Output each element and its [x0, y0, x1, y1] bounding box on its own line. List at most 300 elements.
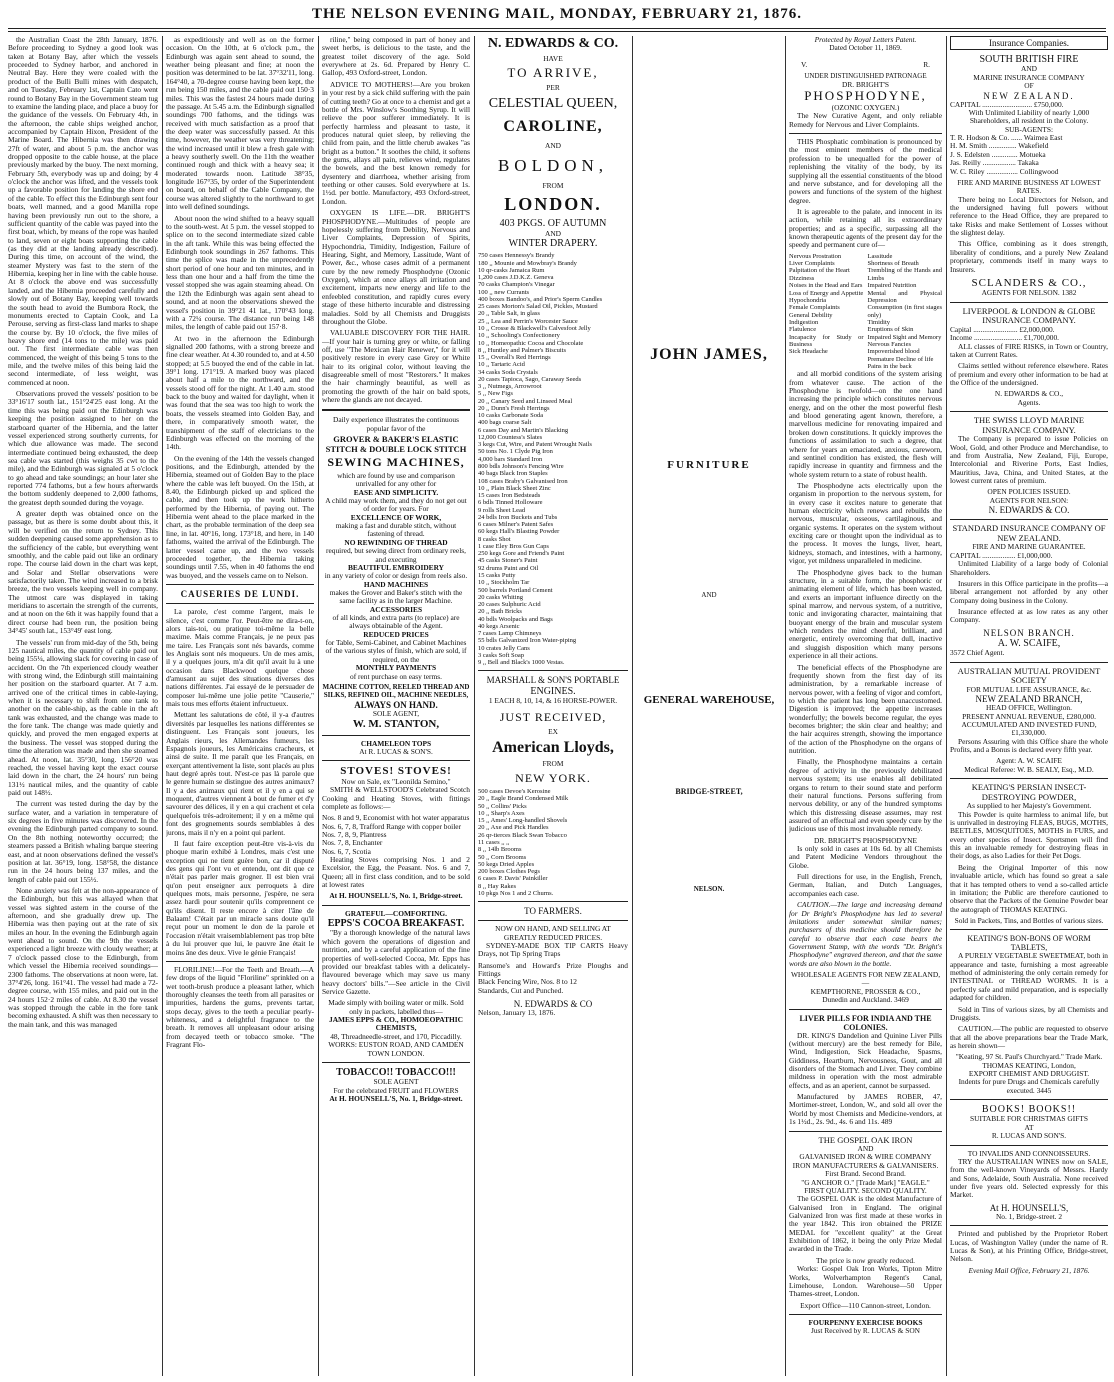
tobacco-sub: For the celebrated FRUIT and FLOWERS	[333, 1085, 459, 1095]
phos-p9: Full directions for use, in the English, French, German, Italian, and Dutch Languages, accompanies each case.	[789, 872, 942, 898]
divider	[950, 1099, 1108, 1100]
dunedin: Dunedin and Auckland. 3469	[822, 995, 909, 1005]
ease-text: A child may work them, and they do not get out of order for years. For	[325, 495, 467, 514]
lpool-capital: Capital ........................ £2,000,000.	[950, 324, 1055, 334]
list-item: Shortness of Breath	[867, 260, 919, 268]
causeries-paragraph: Mettant les salutations de côté, il y-a d'autres diversités par lesquelles les nations différentes se distinguent. Les Français sont joueurs, les Anglais rieurs, les Allemandes fumeurs, les Espagnols joueurs, les Américains cracheurs, et ainsi de suite. Il me paraît que les Français, en exerçant attentivement la liste, sont placés au plus haut degré après tout. N'est-ce pas là parole que le genre humain se distingue des autres animaux? Il y a des animaux qui rient et il y en a qui se moquent, d'autres viennent à bout de fumer et d'y savourer des délices, il y en a qui crachent et cela quelquefois très-adroitement; il y en a même qui font des grognements sourds semblables à des jurons, mais il n'y en a point qui parlent.	[166, 710, 314, 837]
list-item: 26 qr-tierces Black Swan Tobacco	[478, 831, 567, 839]
list-item: T. R. Hodson & Co. ...... Waimea East	[950, 134, 1063, 143]
have: HAVE	[543, 53, 563, 63]
list-item: Palpitation of the Heart	[789, 267, 850, 275]
column-divider	[474, 36, 475, 1376]
swiss-sign: N. EDWARDS & CO.	[988, 505, 1070, 516]
list-item: Hypochondria	[789, 296, 827, 304]
list-item: 20 ,, Bath Bricks	[478, 608, 522, 616]
nelson-branch: NELSON BRANCH.	[983, 627, 1075, 638]
sclanders-agents: AGENTS FOR NELSON. 1382	[981, 288, 1077, 298]
furniture: FURNITURE	[667, 459, 751, 472]
always-on-hand: ALWAYS ON HAND.	[354, 699, 438, 710]
list-item: 250 kegs Gore and Friend's Paint	[478, 550, 565, 558]
list-item: 10 ,, Tartaric Acid	[478, 361, 525, 369]
south-british: SOUTH BRITISH FIRE	[979, 54, 1079, 66]
divider	[322, 760, 470, 761]
list-item: 50 ,, Collins' Picks	[478, 802, 527, 810]
rewinding-text: required, but sewing direct from ordinary reels, and executing	[326, 546, 466, 564]
list-item: 500 barrels Portland Cement	[478, 586, 553, 594]
tobacco: TOBACCO!! TOBACCO!!!	[336, 1066, 456, 1078]
hounsell: At H. HOUNSELL'S, No. 1, Bridge-street.	[329, 891, 463, 901]
list-item: 92 drums Paint and Oil	[478, 564, 539, 572]
list-item: 7 cases Lamp Chimneys	[478, 630, 542, 638]
std-fire: FIRE AND MARINE GUARANTEE.	[972, 542, 1086, 552]
export-office: Export Office—110 Cannon-street, London.	[800, 1300, 931, 1310]
and: AND	[544, 141, 561, 151]
divider	[950, 519, 1108, 520]
divider	[478, 670, 628, 671]
list-item: 10 pkgs Nos 1 and 2 Churns.	[478, 889, 554, 897]
worm-caution: CAUTION.—The public are requested to observe that all the above preparations bear the Trade Mark, as herein shown—	[950, 1024, 1108, 1050]
grover-title: GROVER & BAKER'S ELASTIC STITCH & DOUBLE LOCK STITCH	[325, 434, 467, 454]
and: AND	[701, 590, 717, 599]
divider	[950, 1145, 1108, 1146]
crest-r: R.	[923, 59, 930, 69]
caution: CAUTION.—The large and increasing demand for Dr Bright's Phosphodyne has led to several imitations under somewhat similar names; purchasers of this medicine should therefore be careful to observe that each case bears the Government Stamp, with the words "Dr. Bright's Phosphodyne" engraved thereon, and that the same words are also blown in the bottle.	[789, 900, 942, 968]
oxygen-ad: OXYGEN IS LIFE.—DR. BRIGHT'S PHOSPHODYNE.—Multitudes of people are hopelessly suffering from Debility, Nervous and Liver Complaints, Depression of Spirits, Hypochondria, Timidity, Indigestion, Failure of Hearing, Sight, and Memory, Lassitude, Want of Power, &c., whose cases admit of a permanent cure by the new remedy Phosphodyne (Ozonic Oxygen), which at once allays all irritation and excitement, imparts new energy and life to the enfeebled constitution, and rapidly cures every stage of these hitherto incurable and distressing maladies. Sold by all Chemists and Druggists throughout the Globe.	[322, 208, 470, 326]
keating-sub: As supplied to her Majesty's Government.	[966, 801, 1092, 811]
tobacco-sole: SOLE AGENT	[373, 1077, 419, 1087]
list-item: 40 bags Black Iron Staples	[478, 470, 548, 478]
engines: ENGINES.	[530, 685, 576, 697]
swiss-lloyd: THE SWISS LLOYD MARINE INSURANCE COMPANY.	[973, 415, 1085, 435]
column-4	[478, 36, 628, 1376]
list-item: 25 cases Morton's Salad Oil, Pickles, Mustard	[478, 303, 598, 311]
article-paragraph: None anxiety was felt at the non-appearance of the Edinburgh, but this was allayed when that vessel was sighted astern in the course of the afternoon, and she gradually drew up. The Hibernia was then paying out at the rate of six miles an hour. In the evening the Edinburgh again went ahead to sound. On the 9th the vessels experienced a light breeze with cloudy weather; at 7 o'clock passed close to the Edinburgh, from which vessel the Hibernia received soundings—2300 fathoms. The observations at noon were, lat. 37°4'26, long. 161°41. The vessel had made a 72-degree course, with 155 miles, and paid out in the 24 hours 152·2 miles of cable. At 8.30 the vessel was stopped through the cable in the fore tank becoming exhausted. A shift was then necessary to the main tank, and this was managed	[8, 885, 158, 1029]
floriline-ad: FLORILINE!—For the Teeth and Breath.—A few drops of the liquid "Floriline" sprinkled on a wet tooth-brush produce a pleasant lather, which thoroughly cleanses the teeth from all parasites or impurities, hardens the gums, prevents tartar, stops decay, gives to the teeth a peculiar pearly-whiteness, and a delightful fragrance to the breath. It removes all unpleasant odour arising from decayed teeth or tobacco smoke. "The Fragrant Flo-	[166, 964, 314, 1050]
amp-agent: Agent: A. W. SCAIFE	[996, 756, 1062, 766]
sb-and: AND	[1020, 64, 1037, 74]
list-item: Nervous Fancies	[867, 340, 912, 348]
list-item: Nos. 8 and 9, Economist with hot water apparatus	[322, 814, 470, 823]
amp: AUSTRALIAN MUTUAL PROVIDENT SOCIETY	[957, 665, 1101, 686]
divider	[166, 584, 314, 585]
divider	[950, 411, 1108, 412]
article-paragraph: About noon the wind shifted to a heavy squall to the south-west. At 5 p.m. the vessel stopped to splice on to the second intermediate sized cable in the aft tank. While this was being effected the Edinburgh took soundings in 267 fathoms. This time the splice was made in the unprecedently short period of one hour and ten minutes, and in less than one hour and a half from the time the vessel stopped she was again steaming ahead. On the 12th the Edinburgh was again sent ahead to sound, and at noon the observations shewed the vessel's position in 39°21 41 lat., 170°43 long. with a 72¼ course. The distance run being 148 miles, the length of cable paid out 157·8.	[166, 213, 314, 332]
column-2	[166, 36, 314, 1376]
column-divider	[632, 36, 633, 1376]
keating-sign-2: EXPORT CHEMIST AND DRUGGIST.	[968, 1069, 1090, 1079]
list-item: Impoverished blood	[867, 348, 920, 356]
list-item: 20 ,, Table Salt, in glass	[478, 310, 540, 318]
divider	[789, 1009, 942, 1010]
list-item: 8 casks Shot	[478, 535, 511, 543]
list-item: 50 ,, Corn Brooms	[478, 853, 527, 861]
amp-fund: ACCUMULATED AND INVESTED FUND, £1,330,000.	[961, 719, 1097, 738]
divider	[950, 1225, 1108, 1226]
accessories-text: of all kinds, and extra parts (to replace) are always obtainable of the Agent.	[332, 613, 460, 631]
list-item: 15 casks Putty	[478, 572, 516, 579]
fourpenny-sub: Just Received by R. LUCAS & SON	[810, 1326, 920, 1336]
phos-p6: The beneficial effects of the Phosphodyne are frequently shown from the first day of its administration, by a remarkable increase of nervous power, with a feeling of vigor and comfort, to which the patient has long been unaccustomed. Digestion is improved; the appetite increases wonderfully; the bowels become regular, the eyes becomes brighter; the skin clear and healthy; and the hair acquires strength, showing the importance of the action of the Phosphodyne on the organs of nutrition.	[789, 662, 942, 756]
list-item: Noises in the Head and Ears	[789, 282, 863, 290]
pkgs: 403 PKGS. OF AUTUMN	[499, 218, 607, 230]
diseases-table	[789, 253, 942, 371]
stoves-heading: STOVES! STOVES!	[340, 765, 452, 778]
divider	[950, 778, 1108, 779]
hand-heading: HAND MACHINES	[363, 579, 429, 589]
lpool-agents: Agents.	[1017, 397, 1041, 407]
stanton: W. M. STANTON,	[352, 718, 440, 731]
sewing-sub: which are found by use and comparison unrivalled for any other for	[337, 470, 455, 489]
std-text-3: Insurance effected at as low rates as any other Company.	[950, 607, 1108, 625]
goods-list	[478, 252, 628, 666]
worm-text: A PURELY VEGETABLE SWEETMEAT, both in appearance and taste, furnishing a most agreeable method of administering the only certain remedy for INTESTINAL or THREAD WORMS. It is a perfectly safe and mild preparation, and is especially adapted for children.	[950, 951, 1108, 1003]
list-item: Nos. 7, 8, Enchanter	[322, 839, 383, 848]
standards: Standards, Cut and Punched.	[478, 985, 564, 995]
list-item: Female Complaints	[789, 304, 840, 312]
daily-line: Daily experience illustrates the continuous popular favor of the	[332, 415, 459, 433]
winter-drapery: WINTER DRAPERY.	[508, 238, 598, 250]
amp-text: Persons Assuring with this Office share the whole Profits, and a Bonus is declared every fifth year.	[950, 736, 1108, 755]
epps-text: "By a thorough knowledge of the natural laws which govern the operations of digestion and nutrition, and by a careful application of the fine properties of well-selected Cocoa, Mr. Epps has provided our breakfast tables with a delicately-flavoured beverage which may save us many heavy doctors' bills."—See article in the Civil Service Gazette.	[322, 928, 470, 996]
dr-bright-2: DR. BRIGHT'S PHOSPHODYNE	[814, 835, 917, 845]
imprint-date: Evening Mail Office, February 21, 1876.	[968, 1265, 1090, 1275]
per: PER	[546, 82, 560, 92]
ship-boldon: BOLDON,	[497, 156, 609, 176]
phos-p4: The Phosphodyne acts electrically upon the organism in proportion to the nervous system, for in every case it excites nature to generate that human electricity which renews and rebuilds the nervous, muscular, osseous, cartilaginous, and organic systems. It operates on the system without exciting care or thought upon the individual as to the process. It moves the lungs, liver, heart, kidneys, stomach, and intestines, with a harmony, vigor, yet mildness unparalleled in medicine.	[789, 480, 942, 566]
column-divider	[162, 36, 163, 1376]
article-paragraph: The current was tested during the day by the surface water, and a variation in temperature of six degrees in five minutes was discovered. In the evening the Edinburgh parted company to sound. On the 8th nothing noteworthy occurred; the steamers passed a British whaling barque steering east, and at noon observations defined the vessel's position at lat. 36°19, long. 158°58, the distance run in the 24 hours being 137 miles, and the length of cable paid out 155½.	[8, 799, 158, 884]
divider	[789, 1314, 942, 1315]
gospel-company: GALVANISED IRON & WIRE COMPANY	[799, 1152, 932, 1162]
list-item: 34 casks Soda Crystals	[478, 368, 538, 376]
open-policies: OPEN POLICIES ISSUED.	[987, 487, 1071, 497]
phos-p3: and all morbid conditions of the system arising from whatever cause. The action of the Phosphodyne is twofold—on the one hand increasing the principle which constitutes nervous energy, and on the other the most powerful flesh and blood generating agent known, therefore, a marvellous medicine for renovating impaired and broken down constitutions. It quickly improves the functions of assimilation to such a degree, that where for years an emaciated, anxious, careworn, and sentinel condition has existed, the flesh will rapidly increase in quantity and firmness and the whole system return to a state of robust health.	[789, 369, 942, 479]
monthly-text: of rent purchase on easy terms.	[350, 671, 442, 681]
list-item: 10 ,, Crosse & Blackwell's Calvesfoot Jelly	[478, 324, 591, 332]
liverpool: LIVERPOOL & LONDON & GLOBE INSURANCE COMPANY.	[962, 305, 1096, 326]
phos-intro: The New Curative Agent, and only reliable Remedy for Nervous and Liver Complaints.	[789, 111, 942, 129]
list-item: 10 crates Jelly Cans	[478, 644, 530, 652]
list-item: 20 ,, Axe and Pick Handles	[478, 824, 549, 832]
causeries-title: CAUSERIES DE LUNDI.	[180, 589, 300, 599]
list-item: 12,000 Countess's Slates	[478, 433, 543, 441]
article-paragraph: At two in the afternoon the Edinburgh signalled 200 fathoms, with a strong breeze and fine clear weather. At 4.30 rounded to, and at 4.50 stopped; at 5.5 buoyed the end of the cable in lat. 39°1 long. 171°19. A marked buoy was placed about half a mile to the northward, and the vessels stood off for the night. At 1.40 a.m. stood back to the buoy and waited for daylight, when it was found that the sea was too high to work the boats, the vessels steamed into Golden Bay, and there, in comparatively smooth water, the transhipment of the staff of electricians to the Edinburgh was effected on the morning of the 14th.	[166, 333, 314, 452]
just-received: JUST RECEIVED,	[499, 710, 607, 725]
column-1	[8, 36, 158, 1376]
list-item: 10 ,, Plain Black Sheet Zinc	[478, 484, 551, 492]
divider	[478, 920, 628, 921]
smith-ad: SMITH & WELLSTOOD'S Celebrated Scotch Cooking and Heating Stoves, with fittings complete as follows:—	[322, 785, 470, 811]
list-item: 3 ,, Nutmegs, Arrowroot	[478, 383, 542, 391]
list-item: 9 rolls Sheet Lead	[478, 506, 526, 514]
list-item: 15 ,, Overall's Red Herrings	[478, 354, 551, 362]
books-at: AT	[1024, 1122, 1034, 1132]
stoves-sub: Now on Sale, ex "Leonilda Semino,"	[341, 776, 451, 786]
divider	[166, 603, 314, 604]
list-item: 800 bdls Johnson's Fencing Wire	[478, 463, 564, 471]
chameleon-sub: At R. LUCAS & SON'S.	[359, 747, 433, 756]
books-christmas: SUITABLE FOR CHRISTMAS GIFTS	[970, 1114, 1088, 1124]
list-item: 10 ,, Sharp's Axes	[478, 809, 525, 817]
column-6	[789, 36, 942, 1376]
list-item: Pains in the back	[867, 362, 912, 370]
list-item: Trembling of the Hands and Limbs	[867, 267, 942, 282]
to-arrive: TO ARRIVE,	[507, 65, 599, 81]
edwards-date: Nelson, January 13, 1876.	[478, 1008, 556, 1018]
divider	[950, 662, 1108, 663]
embroidery-heading: BEAUTIFUL EMBROIDERY	[347, 562, 445, 572]
column-5	[636, 36, 782, 1376]
divider	[322, 1062, 470, 1063]
chameleon-tops: CHAMELEON TOPS	[360, 738, 432, 748]
sewing-machines: SEWING MACHINES,	[327, 455, 465, 470]
phos-p2: It is agreeable to the palate, and innocent in its action, while retaining all its extraordinary properties; and as a specific, surpassing all the known therapeutic agents of the present day for the speedy and permanent cure of—	[789, 206, 942, 250]
list-item: 400 bags coarse Salt	[478, 419, 532, 427]
ease-heading: EASE AND SIMPLICITY.	[353, 487, 439, 497]
list-item: Jas. Reilly .................. Takaka	[950, 159, 1039, 168]
brands: First Brand. Second Brand.	[825, 1169, 906, 1179]
keating-sold: Sold in Packets, Tins, and Bottles of various sizes.	[954, 915, 1104, 925]
lpool-sign: N. EDWARDS & CO.,	[994, 389, 1064, 399]
list-item: 10 ,, Schooling's Confectionery	[478, 332, 560, 340]
list-item: 20 cases Sulphuric Acid	[478, 601, 541, 609]
gospel-oak: THE GOSPEL OAK IRON	[818, 1134, 913, 1145]
from: FROM	[542, 180, 564, 190]
list-item: 3 kegs Cut, Wire, and Patent Wrought Nails	[478, 441, 592, 449]
fire-text-2: This Office, combining as it does strength, liberality of conditions, and a purely New Zealand proprietary, commends itself in many ways to Insurers.	[950, 239, 1108, 274]
column-3	[322, 36, 470, 1376]
london: LONDON.	[504, 194, 602, 215]
sb-liability: With Unlimited Liability of nearly 1,000 Shareholders, all resident in the Colony.	[968, 108, 1090, 126]
article-paragraph: as expeditiously and well as on the former occasion. On the 10th, at 6 o'clock p.m., the Edinburgh was again sent ahead to sound, the weather being pleasant and fine; at noon the position was determined to be lat. 37°32'11, long. 164°40, a 70-degree course having been kept, the run being 150 miles, and the cable paid out 150·3 miles. This was the fastest 24 hours made during the passage. At 5.45 a.m. the Edinburgh signalled soundings 700 fathoms, and the tidings was received with much satisfaction as a proof that the deep water was successfully passed. At this time, however, the weather was very threatening; the wind increased until it blew a fresh gale with a heavy southerly swell. On the 11th the weather continued rough and thick with a heavy sea; it moderated towards noon. Latitude 38°35, longitude 167°35, by order of the Superintendent on board, on behalf of the Cable Company, the course was altered slightly to the northward to get into well defined soundings.	[166, 36, 314, 212]
marshall: MARSHALL & SON'S PORTABLE	[486, 675, 620, 686]
divider	[950, 302, 1108, 303]
divider	[478, 901, 628, 902]
list-item: Eruptions of Skin	[867, 326, 914, 334]
causeries-paragraph: Il faut faire exception peut-être vis-à-vis du phoque marin exhibé à Londres, mais c'est une exception qui ne tient guère bon, car il disputé des gens qui l'ont vu et entendu, ont dit que ce n'était pas parler mais grogner. Il est bien vrai qu'on peut enseigner aux perroquets à dire quelques mots, mais personne, j'espère, ne sera assez hardi pour soutenir qu'ils comprennent ce qu'ils disent. Il reste encore à citer l'âne de Balaam! C'était par un miracle sans doute qu'il reçut pour un moment le don de la parole et l'occasion n'était vraisemblablement pas trop bête à du lui prouver que lui, le pauvre âne était le moins âne des deux. Vive le génie Français!	[166, 838, 314, 957]
now-on-hand: NOW ON HAND, AND SELLING AT GREATLY REDUCED PRICES.	[495, 924, 611, 942]
sb-capital: CAPITAL ........................... £750,000.	[950, 99, 1064, 109]
list-item: 45 casks Stoner's Paint	[478, 557, 538, 565]
list-item: 15 cases Iron Bedsteads	[478, 492, 541, 500]
royal-crest	[789, 53, 942, 73]
books: BOOKS! BOOKS!!	[981, 1104, 1077, 1116]
cotton-line: MACHINE COTTON, REELED THREAD AND SILKS, REFINED OIL, MACHINE NEEDLES,	[322, 682, 470, 699]
list-item: 11 cases ,, ,,	[478, 839, 510, 847]
std-capital: CAPITAL .................. £1,000,000.	[950, 550, 1053, 560]
wines-text: TRY the AUSTRALIAN WINES now on SALE, from the well-known Vineyards of Messrs. Hardy and Sons, Adelaide, South Australia. None received under five years old. Selected expressly for this Market.	[950, 1156, 1108, 1200]
list-item: 6 bdls Tinned Holloware	[478, 499, 543, 507]
crest-v: V.	[801, 59, 808, 69]
list-item: Sick Headache	[789, 348, 828, 356]
list-item: Nos. 6, 7, 8, Trafford Range with copper boiler	[322, 822, 462, 831]
list-item: Nos. 6, 7, Scotia	[322, 847, 371, 856]
fourpenny: FOURPENNY EXERCISE BOOKS	[808, 1317, 923, 1327]
list-item: 8 ,, Hay Rakes	[478, 882, 517, 890]
masthead-rule-2	[8, 31, 1106, 32]
worm-sold: Sold in Tins of various sizes, by all Chemists and Druggists.	[950, 1004, 1108, 1022]
tobacco-address: At H. HOUNSELL'S, No. 1, Bridge-street.	[329, 1093, 463, 1103]
sclanders: SCLANDERS & CO.,	[971, 276, 1087, 289]
list-item: 25 ,, Lea and Perrin's Worcester Sauce	[478, 317, 578, 325]
list-item: 50 kegs Dried Apples	[478, 860, 535, 868]
article-paragraph: the Australian Coast the 28th January, 1876. Before proceeding to Sydney a good look was taken at Botany Bay, after which the vessels proceeded to Sydney harbor, and anchored in Neutral Bay. Here they were coaled with the product of the Bulli Bulli mines with despatch, and on Tuesday, February 1st, Captain Cato went round to Botany Bay in the Government steam tug to examine the landing place, and place a buoy for the guidance of the vessels. On February 4th, in the afternoon, the cable ships weighed anchor, accompanied by Captain Hixon, President of the Marine Board. The Hibernia was then drawing 27ft of water, and about 5 p.m. the anchor was dropped opposite to the cable house, at the place previously marked by the buoy. The next morning, February 5th, everybody was up and doing; by 4 o'clock the anchor was lifted, and the vessels took up a favorable position for landing the shore end of the cable. To effect this the Edinburgh sent four boats, well manned, and a good Manilla rope having been previously run out to the shore, a sufficient quantity of the cable was payed into the first boat, which, by means of the rope was hauled to land, seven or eight boats supporting the cable (as they did at the landing already described). During this time, on account of the wind, the steamer Mystery was fast to the stern of the Hibernia, keeping her in line with the cable house. At 8 o'clock the above end was successfully landed, and the Hibernia proceeded carefully and slowly out of Botany Bay, keeping well towards the south head to avoid the Bumbora Rock, the monuments erected to Captain Cook, and La Perouse, serving as first-class land marks to shape the course by. By 10 o'clock, the five miles of heavy shore end (14 tons to the mile) was paid out. The first intermediate cable was then commenced, the weight of this being 5 tons to the mile, and the twelve miles of this being laid the second intermediate, of less weight, was commenced at noon.	[8, 36, 158, 387]
masthead: THE NELSON EVENING MAIL, MONDAY, FEBRUARY 21, 1876.	[311, 6, 803, 22]
sub-agents: SUB-AGENTS:	[1004, 124, 1054, 134]
list-item: 1 case Eley Bros Gun Caps	[478, 542, 549, 550]
list-item: General Debility	[789, 311, 833, 319]
edwards-sign: N. EDWARDS & CO	[513, 999, 593, 1010]
list-item: 24 bdls Iron Buckets and Tubs	[478, 513, 558, 521]
scaife: A. W. SCAIFE,	[997, 637, 1061, 649]
liver-text: DR. KING'S Dandelion and Quinine Liver Pills (without mercury) are the best remedy for Bile, Wind, Indigestion, Sick Headache, Spasms, Giddiness, Heartburn, Nervousness, Gout, and all disorders of the Stomach and Liver. They combine mildness in operation with the most admirable effects, and as an aperient, cannot be surpassed.	[789, 1030, 942, 1090]
invalids: TO INVALIDS AND CONNOISSEURS.	[967, 1148, 1091, 1158]
and-2: AND	[544, 228, 561, 238]
divider	[322, 735, 470, 736]
lpool-text: ALL classes of FIRE RISKS, in Town or Country, taken at Current Rates.	[950, 341, 1108, 359]
monthly-heading: MONTHLY PAYMENTS	[355, 663, 437, 673]
list-item: 750 cases Hennessy's Brandy	[478, 252, 555, 260]
john-james: JOHN JAMES,	[650, 346, 768, 363]
divider	[950, 929, 1108, 930]
liver-pills: LIVER PILLS FOR INDIA AND THE COLONIES.	[799, 1013, 932, 1032]
list-item: 5 ,, New Figs	[478, 390, 513, 398]
divider	[166, 961, 314, 962]
american-lloyds: American Lloyds,	[492, 739, 614, 757]
list-item: Incapacity for Study or Business	[789, 333, 864, 348]
worm-tablets: KEATING'S BON-BONS OF WORM TABLETS,	[967, 934, 1091, 953]
sydney-carts: SYDNEY-MADE BOX TIP CARTS Heavy Drays, not Tip Spring Traps	[478, 941, 628, 959]
list-item: 8 ,, Huntley and Palmer's Biscuits	[478, 346, 567, 354]
list-item: Timidity	[867, 318, 891, 326]
list-item: Nervous Prostration	[789, 252, 842, 260]
excellence-heading: EXCELLENCE OF WORK,	[350, 512, 442, 522]
list-item: 4,000 bars Standard Iron	[478, 455, 543, 463]
list-item: 70 casks Champion's Vinegar	[478, 281, 555, 289]
sb-nz: NEW ZEALAND.	[983, 90, 1075, 101]
ozonic: (OZONIC OXYGEN.)	[831, 103, 900, 113]
worm-mark: "Keating, 97 St. Paul's Churchyard." Trade Mark.	[955, 1052, 1103, 1062]
sb-of: OF	[1024, 81, 1034, 91]
floriline-continued: riline," being composed in part of honey and sweet herbs, is delicious to the taste, and the greatest toilet discovery of the age. Sold everywhere at 2s. 6d. Prepared by Henry C. Gallop, 493 Oxford-street, London.	[322, 36, 470, 78]
horse-power: 1 EACH 8, 10, 14, & 16 HORSE-POWER.	[488, 695, 618, 705]
list-item: Premature Decline of life	[867, 355, 934, 363]
list-item: J. S. Edelsten .............. Motueka	[950, 150, 1046, 159]
divider	[322, 905, 470, 906]
brand-quality: FIRST QUALITY. SECOND QUALITY.	[804, 1185, 927, 1195]
list-item: Indigestion	[789, 318, 819, 326]
phos-p7: Finally, the Phosphodyne maintains a certain degree of activity in the previously debilitated nervous system; its use enables all debilitated organs to return to their sound state and perform their natural functions. Persons suffering from nervous debility, or any of the hundred symptoms which this distressing disease assumes, may rest assured of an effectual and even speedy cure by the judicious use of this most invaluable remedy.	[789, 757, 942, 834]
epps-address: 48, Threadneedle-street, and 170, Piccadilly.	[330, 1031, 462, 1041]
reduced-heading: REDUCED PRICES	[363, 629, 429, 639]
amp-branch: NEW ZEALAND BRANCH,	[975, 694, 1083, 705]
fire-business: FIRE AND MARINE BUSINESS AT LOWEST RATES.	[957, 177, 1101, 196]
swiss-text: The Company is prepared to issue Policies on Wool, Gold, and other Produce and Merchandise, to and from Australia, New Zealand, Fiji, Europe, Intercolonial and Riverine Ports, East Indies, Mauritius, Java, China, and United States, at the lowest current rates of premium.	[950, 434, 1108, 486]
masthead-rule	[8, 28, 1106, 29]
fencing-wire: Black Fencing Wire, Nos. 8 to 12	[478, 977, 577, 987]
grateful: GRATEFUL—COMFORTING.	[344, 908, 448, 918]
lpool-text-2: Claims settled without reference elsewhere. Rates of premium and every other information to be had at the Office of the undersigned.	[950, 361, 1108, 387]
keating-sign: THOMAS KEATING, London,	[982, 1060, 1076, 1070]
article-paragraph: On the evening of the 14th the vessels changed positions, and the Edinburgh, attended by the Hibernia, steamed out of Golden Bay to the place where the cable was left buoyed. On the 15th, at 8.40, the Edinburgh picked up and spliced the cable, and then took up the work hitherto performed by the Hibernia, of paying out. The Hibernia went ahead to the place marked in the chart, as the probable termination of the deep sea line, in lat. 40°16, long. 173°18, and here, in 140 fathoms, waited the arrival of the Edinburgh. The latter vessel came up, and the two vessels proceeded together, the Hibernia taking soundings until 7.55, when in 40 fathoms the end was buoyed, and the vessels came on to Nelson.	[166, 453, 314, 580]
list-item: Impaired Nutrition	[867, 282, 917, 290]
column-divider	[946, 36, 947, 1376]
lpool-income: Income .......................... £1,700,000.	[950, 333, 1060, 343]
list-item: Impaired Sight and Memory	[867, 333, 942, 341]
list-item: 10 ,, Stockholm Tar	[478, 579, 530, 587]
list-item: 40 bdls Woolpacks and Bags	[478, 615, 553, 623]
reduced-text: for Table, Semi-Cabinet, and Cabinet Machines of the various styles of finish, which are sold, if required, on the	[325, 638, 467, 664]
nelson: NELSON.	[693, 884, 725, 893]
list-item: 10 ,, Homeopathic Cocoa and Chocolate	[478, 339, 584, 347]
gospel-works: Works: Gospel Oak Iron Works, Tipton Mitre Works, Wolverhampton Regent's Canal, Limehouse, London. Warehouse—50 Upper Thames-street, London.	[789, 1264, 942, 1299]
agents-list	[950, 134, 1108, 176]
brand-marks: "G ANCHOR O." [Trade Mark] "EAGLE."	[801, 1177, 930, 1187]
keating-text: This Powder is quite harmless to animal life, but is unrivalled in destroying FLEAS, BUGS, MOTHS, BEETLES, MOSQUITOES, MOTHS in FURS, and every other species of Insect. Sportsmen will find this an invaluable remedy for destroying fleas in their dogs, as also Ladies for their Pet Dogs.	[950, 809, 1108, 861]
phosphodyne: PHOSPHODYNE,	[804, 88, 927, 104]
list-item: 108 cases Braby's Galvanised Iron	[478, 477, 568, 485]
sole-agent: SOLE AGENT,	[372, 708, 420, 718]
advice-to-mothers: ADVICE TO MOTHERS!—Are you broken in your rest by a sick child suffering with the pain of cutting teeth? Go at once to a chemist and get a bottle of Mrs. Winslow's Soothing Syrup. It will relieve the poor sufferer immediately. It is perfectly harmless and pleasant to taste, it produces natural quiet sleep, by relieving the child from pain, and the little cherub awakes "as bright as a button." It soothes the child, it softens the gums, allays all pain, relieves wind, regulates the bowels, and the best known remedy for dysentery and diarrhoea, whether arising from teething or other causes. Sold everywhere at 1s. 1½d. per bottle. Manufactory, 493 Oxford-street, London.	[322, 79, 470, 206]
edwards-title: N. EDWARDS & CO.	[487, 36, 619, 51]
list-item: 60 kegs Hall's Blasting Powder	[478, 528, 560, 536]
patronage: UNDER DISTINGUISHED PATRONAGE	[804, 72, 927, 81]
phos-p1: THIS Phosphatic combination is pronounced by the most eminent members of the medical profession to be unequalled for the power of replenishing the vitality of the body, by its supplying all the essential constituents of the blood and nerve substance, and for developing all the powers and functions of the system of the highest degree.	[789, 137, 942, 205]
list-item: 200 boxes Clothes Pegs	[478, 868, 540, 876]
list-item: Lassitude	[867, 252, 893, 260]
smith-list	[322, 814, 470, 856]
list-item: 6 cases Day and Martin's Blacking	[478, 426, 569, 434]
ex: EX	[548, 726, 558, 736]
list-item: 55 bdls Galvanized Iron Water-piping	[478, 637, 577, 645]
keating: KEATING'S PERSIAN INSECT-DESTROYING POWDER,	[971, 782, 1087, 802]
list-item: 20 ,, Canary Seed and Linseed Meal	[478, 397, 573, 405]
heating-stoves: Heating Stoves comprising Nos. 1 and 2 Excelsior, the Egg, the Peasant. Nos. 6 and 7, Queen; all in first class condition, and to be sold at lowest rates	[322, 855, 470, 890]
wholesale: WHOLESALE AGENTS FOR NEW ZEALAND,—	[790, 970, 941, 988]
ship-celestial-queen: CELESTIAL QUEEN,	[488, 96, 618, 112]
books-lucas: R. LUCAS AND SON'S.	[991, 1131, 1067, 1141]
list-item: 10 casks Carbonate Soda	[478, 412, 544, 420]
list-item: H. M. Smith ............... Wakefield	[950, 142, 1049, 151]
goods-list-2	[478, 788, 628, 897]
std-text-2: Insurers in this Office participate in the profits—a liberal arrangement not afforded by any other Company doing business in the Colony.	[950, 578, 1108, 605]
list-item: 500 cases Devoe's Kerosine	[478, 788, 551, 796]
list-item: 8 ,, 14lb Brooms	[478, 846, 522, 854]
imprint: Printed and published by the Proprietor Robert Lucas, of Washington Valley (under the name of R. Lucas & Son), at his Printing Office, Bridge-street, Nelson.	[950, 1229, 1108, 1264]
list-item: Dizziness	[789, 274, 815, 282]
from-2: FROM	[542, 759, 564, 769]
article-paragraph: The vessels' run from mid-day of the 5th, being 125 nautical miles, the quantity of cable paid out being 155¼, allowing slack for covering in case of accident. On the 7th experienced cloudy weather with strong wind, the Edinburgh still maintaining her position on the starboard quarter. At 7 a.m. arrived one of the critical times in cable-laying, when it is necessary to shift from one tank to another on the cable-ship, as the cable in the aft tank was exhausted, and the change was made to the fore tank. The change was made quietly and quickly, and proved the men engaged experts at the business. The vessel was stopped during the time the alteration was made and then she steamed ahead. At noon, lat. 35°30, long. 156°20 was reached, the vessel having kept the exact course laid down in the chart, the 24 hours' run being 131½ nautical miles, and the quantity of cable paid out 148½.	[8, 637, 158, 797]
general-warehouse: GENERAL WAREHOUSE,	[643, 694, 775, 707]
to-farmers: TO FARMERS.	[524, 906, 582, 917]
standard-ins: STANDARD INSURANCE COMPANY OF NEW ZEALAND.	[952, 523, 1106, 543]
accessories-heading: ACCESSORIES	[369, 604, 423, 614]
keating-sign-3: Indents for pure Drugs and Chemicals carefully executed. 3445	[958, 1077, 1100, 1095]
price-reduced: The price is now greatly reduced.	[816, 1255, 915, 1265]
column-divider	[785, 36, 786, 1376]
hand-text: makes the Grover and Baker's stitch with the same facility as in the larger Machine.	[329, 587, 463, 606]
article-paragraph: Observations proved the vessels' position to be 33°16'17 south lat., 151°24'25 east long. At the time this was being paid out the Edinburgh was keeping the position assigned to her on the starboard quarter of the Hibernia, and the latter vessel experienced strong southerly currents, for which due allowance was made. The second intermediate continued being exhausted, the deep sea cable was started (this weighs 35 cwt to the mile), and the Edinburgh was signaled at 5 o'clock to go ahead and take soundings; an hour later she reported 774 fathoms, but a few hours afterwards the bottom suddenly deepened to 2,000 fathoms, the greatest depth sounded during the voyage.	[8, 389, 158, 507]
divider	[322, 409, 470, 411]
list-item: Flatulence	[789, 326, 817, 334]
column-7	[950, 36, 1108, 1376]
rewinding-heading: NO REWINDING OF THREAD	[344, 537, 448, 547]
gospel-manuf: IRON MANUFACTURERS & GALVANISERS.	[792, 1160, 939, 1170]
list-item: 6 cases P. Davis' Painkiller	[478, 875, 548, 883]
bridge-street: BRIDGE-STREET,	[675, 786, 743, 796]
list-item: 15 ,, Ames' Long-handled Shovels	[478, 817, 568, 825]
wines-addr: No. 1, Bridge-street. 2	[995, 1211, 1063, 1221]
